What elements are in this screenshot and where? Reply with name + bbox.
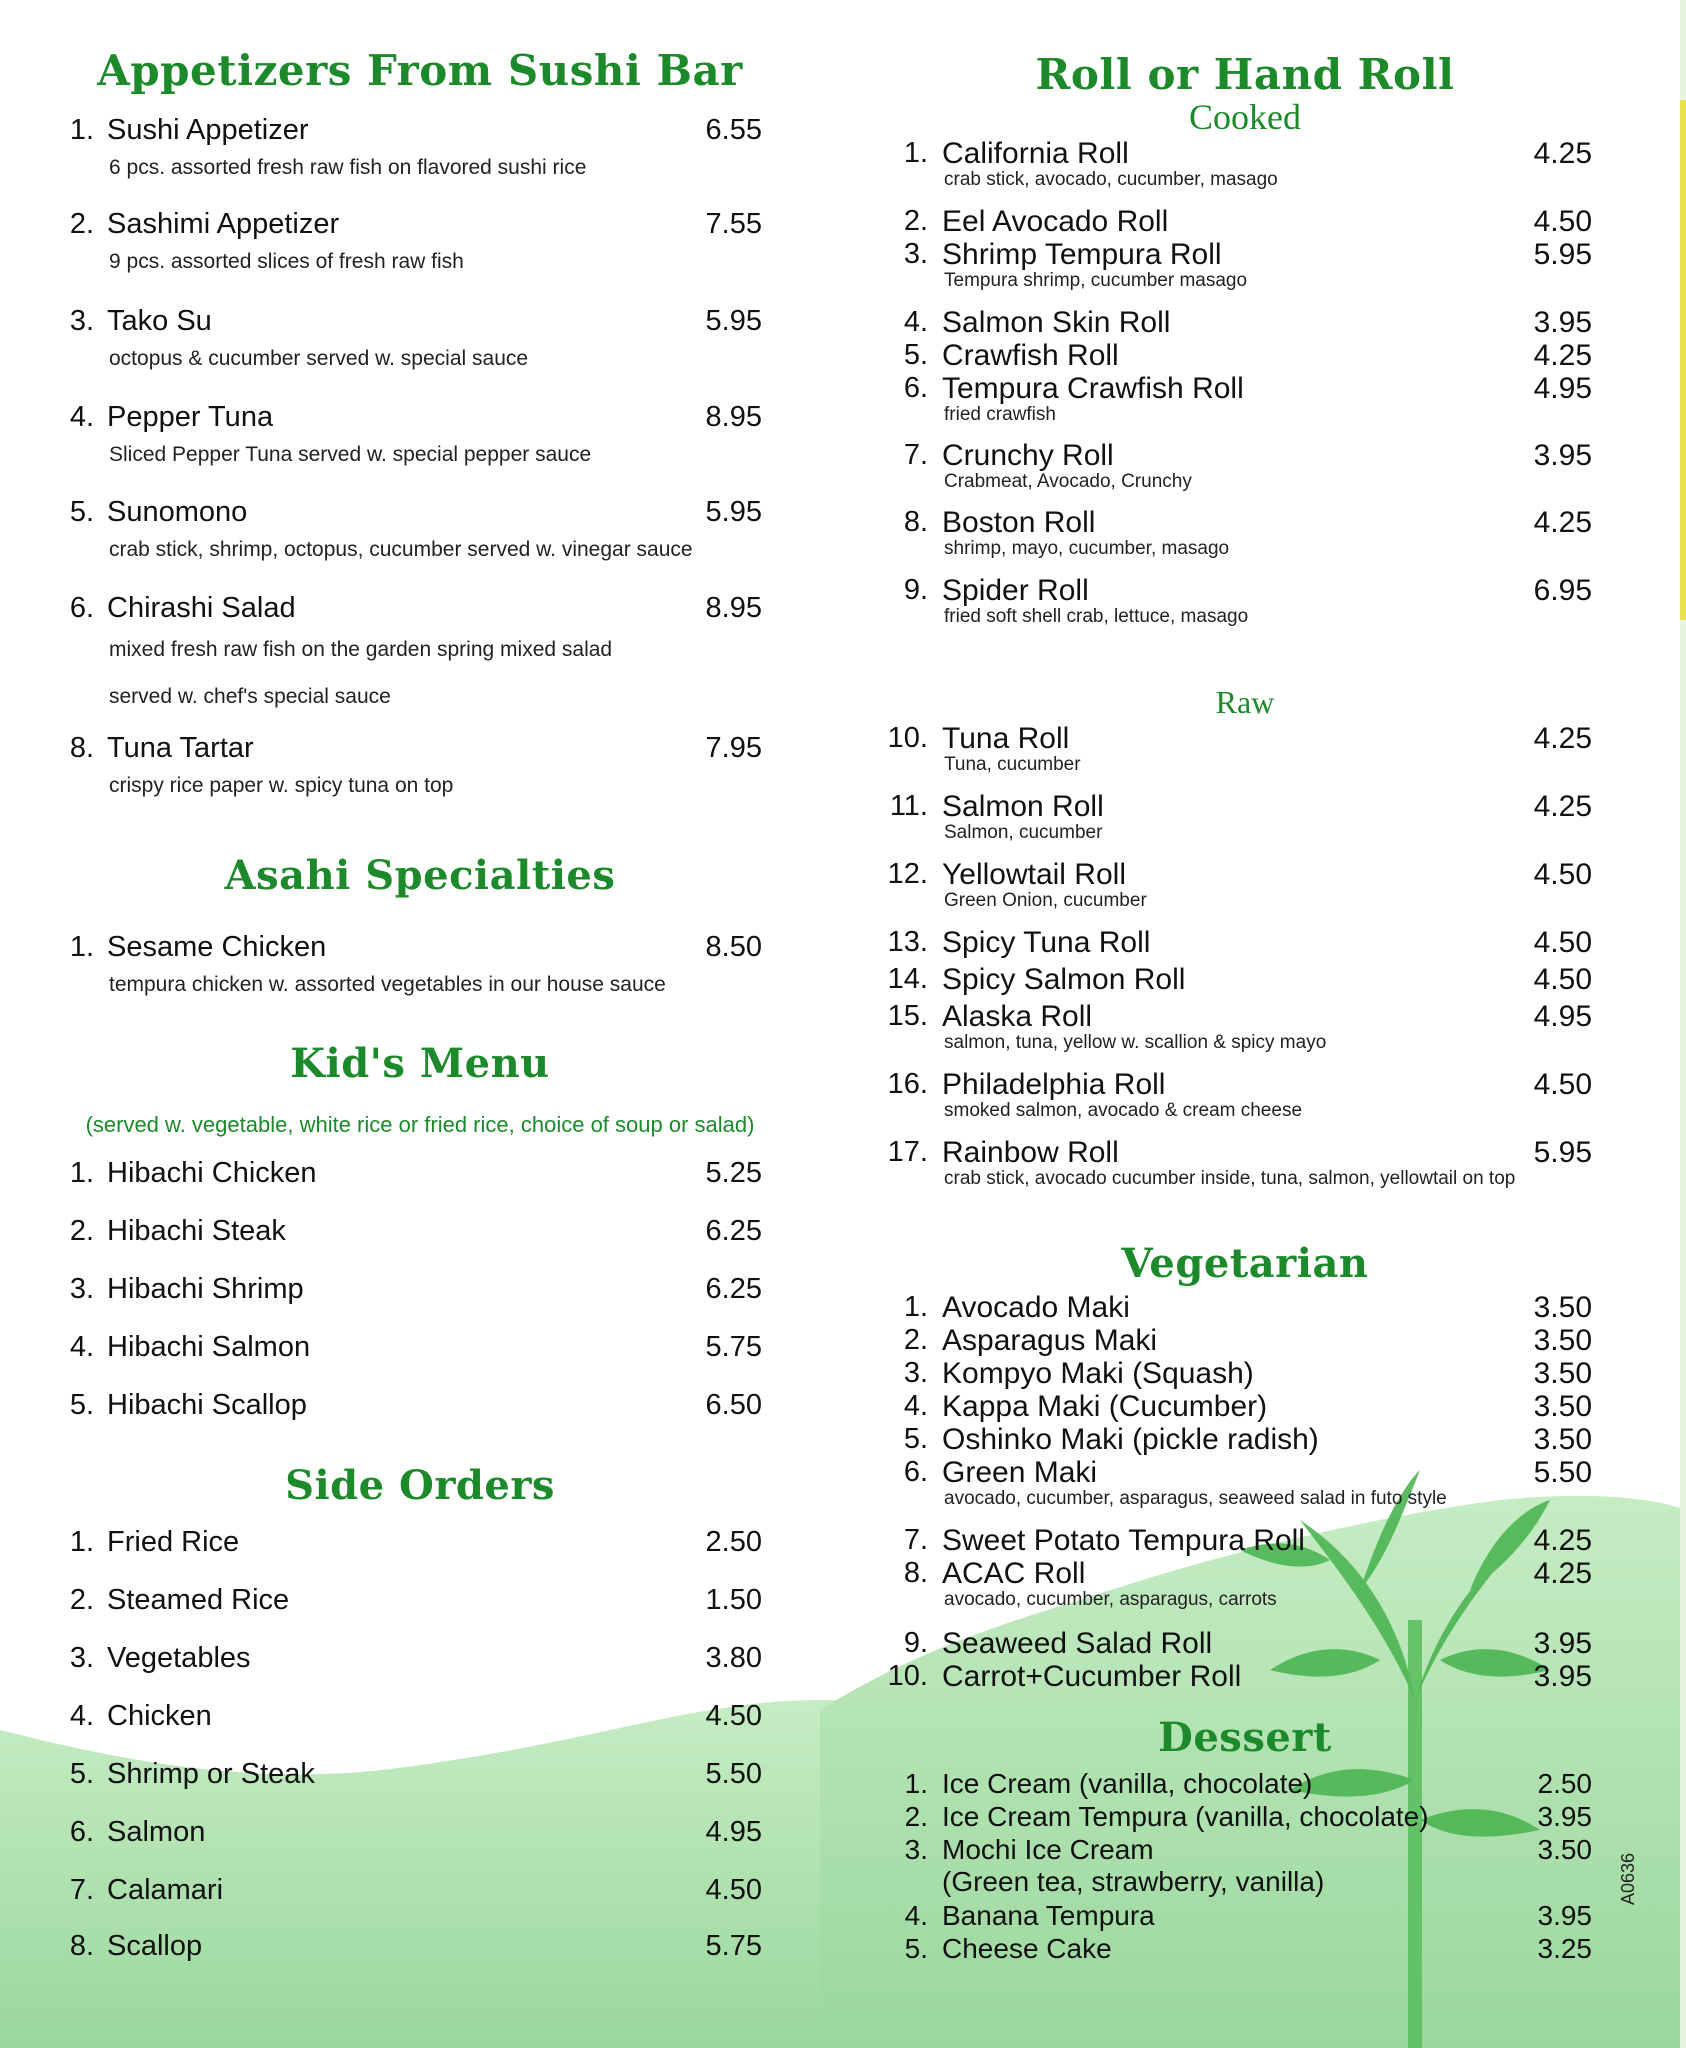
- item-number: 5.: [69, 1389, 94, 1421]
- item-name: Salmon Roll: [942, 790, 1104, 823]
- item-price: 4.50: [1533, 926, 1592, 959]
- item-number: 16.: [887, 1068, 928, 1100]
- item-number: 5.: [69, 496, 94, 528]
- item-name: Avocado Maki: [942, 1291, 1130, 1324]
- item-number: 3.: [903, 238, 928, 270]
- item-price: 4.25: [1533, 339, 1592, 372]
- item-name: Hibachi Scallop: [107, 1389, 307, 1421]
- item-number: 3.: [903, 1357, 928, 1389]
- item-price: 4.50: [1533, 858, 1592, 891]
- item-description: Green Onion, cucumber: [944, 890, 1147, 911]
- item-number: 4.: [69, 401, 94, 433]
- item-price: 3.95: [1533, 306, 1592, 339]
- side-orders-title: Side Orders: [285, 1462, 555, 1509]
- item-number: 2.: [903, 1324, 928, 1356]
- item-name: Banana Tempura: [942, 1900, 1155, 1931]
- item-name: Pepper Tuna: [107, 401, 274, 433]
- item-price: 6.95: [1533, 574, 1592, 607]
- item-number: 4.: [69, 1700, 94, 1732]
- item-name: Salmon Skin Roll: [942, 306, 1171, 339]
- rolls-title: Roll or Hand Roll: [1035, 50, 1455, 99]
- item-name: Spider Roll: [942, 574, 1089, 607]
- item-number: 11.: [889, 790, 928, 822]
- item-price: 5.95: [705, 496, 762, 528]
- item-price: 7.55: [705, 208, 762, 240]
- item-price: 6.25: [705, 1273, 762, 1305]
- item-name: Alaska Roll: [942, 1000, 1093, 1033]
- item-number: 6.: [903, 372, 928, 404]
- item-price: 3.95: [1533, 1660, 1592, 1693]
- item-number: 8.: [69, 732, 94, 764]
- item-price: 5.95: [705, 305, 762, 337]
- item-name: Fried Rice: [107, 1526, 240, 1558]
- item-description: fried crawfish: [944, 404, 1056, 425]
- item-name: Seaweed Salad Roll: [942, 1627, 1213, 1660]
- item-price: 7.95: [705, 732, 762, 764]
- item-name: Green Maki: [942, 1456, 1098, 1489]
- item-price: 5.75: [705, 1331, 762, 1363]
- item-price: 4.95: [1533, 1000, 1592, 1033]
- item-name: Chirashi Salad: [107, 592, 296, 624]
- item-number: 6.: [903, 1456, 928, 1488]
- item-price: 3.50: [1533, 1324, 1592, 1357]
- item-number: 17.: [887, 1136, 928, 1168]
- item-number: 2.: [69, 1584, 94, 1616]
- item-name: Hibachi Chicken: [107, 1157, 317, 1189]
- item-price: 3.50: [1533, 1423, 1592, 1456]
- item-number: 5.: [903, 339, 928, 371]
- item-name: Rainbow Roll: [942, 1136, 1119, 1169]
- item-description: 6 pcs. assorted fresh raw fish on flavored sushi rice: [109, 156, 587, 179]
- item-number: 2.: [903, 205, 928, 237]
- item-name: Shrimp Tempura Roll: [942, 238, 1222, 271]
- item-price: 4.50: [705, 1874, 762, 1906]
- item-name: Spicy Tuna Roll: [942, 926, 1151, 959]
- item-number: 6.: [69, 592, 94, 624]
- item-number: 5.: [903, 1423, 928, 1455]
- item-number: 1.: [903, 137, 928, 169]
- item-number: 9.: [903, 1627, 928, 1659]
- item-description: avocado, cucumber, asparagus, carrots: [944, 1589, 1277, 1610]
- item-name: Salmon: [107, 1816, 206, 1848]
- item-number: 12.: [887, 858, 928, 890]
- item-name: Crawfish Roll: [942, 339, 1119, 372]
- catalog-code: A0636: [1618, 1852, 1638, 1905]
- item-price: 4.50: [705, 1700, 762, 1732]
- item-number: 15.: [887, 1000, 928, 1032]
- item-number: 7.: [903, 439, 928, 471]
- item-price: 4.25: [1533, 1557, 1592, 1590]
- item-number: 5.: [69, 1758, 94, 1790]
- item-number: 10.: [887, 1660, 928, 1692]
- item-name: Sunomono: [107, 496, 248, 528]
- item-price: 4.95: [705, 1816, 762, 1848]
- item-name: Tuna Roll: [942, 722, 1070, 755]
- item-price: 4.25: [1533, 137, 1592, 170]
- item-price: 5.95: [1533, 238, 1592, 271]
- item-number: 3.: [69, 305, 94, 337]
- item-price: 8.95: [705, 401, 762, 433]
- item-number: 1.: [903, 1291, 928, 1323]
- item-number: 13.: [887, 926, 928, 958]
- item-description: shrimp, mayo, cucumber, masago: [944, 538, 1230, 559]
- appetizers-title: Appetizers From Sushi Bar: [97, 46, 743, 95]
- item-price: 5.75: [705, 1930, 762, 1962]
- item-description: octopus & cucumber served w. special sauce: [109, 347, 529, 370]
- item-number: 5.: [904, 1933, 928, 1964]
- item-number: 9.: [903, 574, 928, 606]
- item-name: Tempura Crawfish Roll: [942, 372, 1244, 405]
- item-number: 8.: [903, 506, 928, 538]
- item-name: Cheese Cake: [942, 1933, 1112, 1964]
- item-number: 1.: [904, 1768, 928, 1799]
- item-price: 4.25: [1533, 790, 1592, 823]
- item-number: 7.: [69, 1874, 94, 1906]
- item-number: 4.: [69, 1331, 94, 1363]
- item-description: Salmon, cucumber: [944, 822, 1103, 843]
- item-name: Tuna Tartar: [107, 732, 254, 764]
- item-number: 8.: [69, 1930, 94, 1962]
- item-price: 4.25: [1533, 1524, 1592, 1557]
- item-price: 2.50: [705, 1526, 762, 1558]
- item-price: 4.95: [1533, 372, 1592, 405]
- item-number: 4.: [904, 1900, 928, 1931]
- item-price: 3.80: [705, 1642, 762, 1674]
- item-number: 2.: [904, 1801, 928, 1832]
- item-name: Steamed Rice: [107, 1584, 290, 1616]
- item-number: 14.: [887, 963, 928, 995]
- raw-subheading: Raw: [1215, 684, 1275, 720]
- item-name: Kappa Maki (Cucumber): [942, 1390, 1268, 1423]
- item-name: Tako Su: [107, 305, 212, 337]
- item-price: 4.50: [1533, 963, 1592, 996]
- item-name: Asparagus Maki: [942, 1324, 1158, 1357]
- item-name: Calamari: [107, 1874, 224, 1906]
- item-description: mixed fresh raw fish on the garden spring mixed salad served w. chef's special sauce: [109, 638, 613, 708]
- item-price: 3.50: [1537, 1834, 1592, 1865]
- item-number: 1.: [69, 1526, 94, 1558]
- item-number: 8.: [903, 1557, 928, 1589]
- item-price: 4.25: [1533, 506, 1592, 539]
- item-name: Spicy Salmon Roll: [942, 963, 1186, 996]
- item-number: 7.: [903, 1524, 928, 1556]
- item-number: 1.: [69, 1157, 94, 1189]
- item-name: Hibachi Shrimp: [107, 1273, 304, 1305]
- item-name: Carrot+Cucumber Roll: [942, 1660, 1242, 1693]
- item-description: crispy rice paper w. spicy tuna on top: [109, 774, 454, 797]
- item-number: 6.: [69, 1816, 94, 1848]
- item-description: fried soft shell crab, lettuce, masago: [944, 606, 1249, 627]
- item-name: Sweet Potato Tempura Roll: [942, 1524, 1305, 1557]
- kids-menu-title: Kid's Menu: [290, 1040, 550, 1087]
- item-number: 3.: [904, 1834, 928, 1865]
- item-name: Sashimi Appetizer: [107, 208, 340, 240]
- item-price: 3.25: [1537, 1933, 1592, 1964]
- item-name: Ice Cream (vanilla, chocolate): [942, 1768, 1313, 1799]
- item-price: 6.55: [705, 114, 762, 146]
- item-price: 8.95: [705, 592, 762, 624]
- item-price: 3.95: [1537, 1801, 1592, 1832]
- item-name: Yellowtail Roll: [942, 858, 1126, 891]
- item-name: ACAC Roll: [942, 1557, 1086, 1590]
- item-name: Vegetables: [107, 1642, 251, 1674]
- item-name: Oshinko Maki (pickle radish): [942, 1423, 1319, 1456]
- item-number: 2.: [69, 1215, 94, 1247]
- item-price: 6.50: [705, 1389, 762, 1421]
- item-description: crab stick, shrimp, octopus, cucumber served w. vinegar sauce: [109, 538, 693, 561]
- item-name: Sushi Appetizer: [107, 114, 309, 146]
- item-price: 8.50: [705, 931, 762, 963]
- item-name: Philadelphia Roll: [942, 1068, 1166, 1101]
- item-description: Tempura shrimp, cucumber masago: [944, 270, 1248, 291]
- item-description: Sliced Pepper Tuna served w. special pepper sauce: [109, 443, 592, 466]
- item-name: California Roll: [942, 137, 1129, 170]
- item-name: Kompyo Maki (Squash): [942, 1357, 1254, 1390]
- specialties-title: Asahi Specialties: [224, 852, 616, 899]
- item-price: 5.25: [705, 1157, 762, 1189]
- item-name: Boston Roll: [942, 506, 1096, 539]
- item-price: 3.50: [1533, 1390, 1592, 1423]
- item-name: Sesame Chicken: [107, 931, 327, 963]
- item-name: Eel Avocado Roll: [942, 205, 1169, 238]
- item-price: 3.50: [1533, 1357, 1592, 1390]
- item-number: 4.: [903, 1390, 928, 1422]
- item-number: 10.: [887, 722, 928, 754]
- cooked-subheading: Cooked: [1189, 97, 1301, 137]
- item-description: salmon, tuna, yellow w. scallion & spicy mayo: [944, 1032, 1327, 1053]
- item-description: Crabmeat, Avocado, Crunchy: [944, 471, 1192, 492]
- item-number: 1.: [69, 931, 94, 963]
- item-description: 9 pcs. assorted slices of fresh raw fish: [109, 250, 464, 273]
- item-description: avocado, cucumber, asparagus, seaweed salad in futo style: [944, 1488, 1447, 1509]
- item-name: Hibachi Salmon: [107, 1331, 311, 1363]
- item-price: 3.95: [1537, 1900, 1592, 1931]
- item-price: 6.25: [705, 1215, 762, 1247]
- item-description: crab stick, avocado cucumber inside, tuna, salmon, yellowtail on top: [944, 1168, 1516, 1189]
- item-price: 5.95: [1533, 1136, 1592, 1169]
- kids-menu-note: (served w. vegetable, white rice or fried rice, choice of soup or salad): [85, 1112, 755, 1137]
- item-number: 3.: [69, 1273, 94, 1305]
- item-price: 4.50: [1533, 205, 1592, 238]
- item-number: 4.: [903, 306, 928, 338]
- dessert-title: Dessert: [1158, 1714, 1332, 1761]
- item-price: 5.50: [1533, 1456, 1592, 1489]
- item-name: Chicken: [107, 1700, 212, 1732]
- item-price: 4.25: [1533, 722, 1592, 755]
- item-price: 2.50: [1537, 1768, 1592, 1799]
- item-description: (Green tea, strawberry, vanilla): [942, 1866, 1325, 1897]
- item-price: 3.95: [1533, 1627, 1592, 1660]
- item-description: Tuna, cucumber: [944, 754, 1081, 775]
- item-name: Shrimp or Steak: [107, 1758, 315, 1790]
- item-price: 5.50: [705, 1758, 762, 1790]
- item-price: 1.50: [705, 1584, 762, 1616]
- vegetarian-title: Vegetarian: [1121, 1240, 1369, 1287]
- item-price: 3.50: [1533, 1291, 1592, 1324]
- item-number: 1.: [69, 114, 94, 146]
- item-number: 3.: [69, 1642, 94, 1674]
- item-name: Scallop: [107, 1930, 203, 1962]
- item-price: 4.50: [1533, 1068, 1592, 1101]
- item-description: crab stick, avocado, cucumber, masago: [944, 169, 1278, 190]
- item-number: 2.: [69, 208, 94, 240]
- item-price: 3.95: [1533, 439, 1592, 472]
- item-name: Crunchy Roll: [942, 439, 1114, 472]
- item-name: Mochi Ice Cream: [942, 1834, 1154, 1865]
- item-description: smoked salmon, avocado & cream cheese: [944, 1100, 1303, 1121]
- item-name: Hibachi Steak: [107, 1215, 286, 1247]
- item-name: Ice Cream Tempura (vanilla, chocolate): [942, 1801, 1429, 1832]
- item-description: tempura chicken w. assorted vegetables in our house sauce: [109, 973, 666, 996]
